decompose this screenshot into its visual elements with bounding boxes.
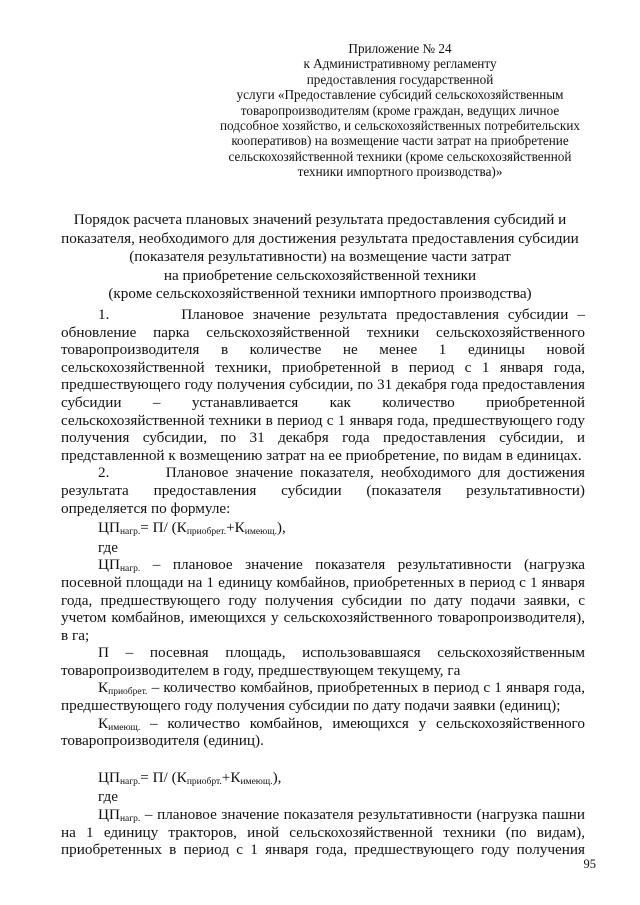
appendix-line: Приложение № 24 — [348, 41, 452, 56]
definition-text: – количество комбайнов, приобретенных в период с 1 января года, предшествующего году получения субсидии по дату подачи заявки (единиц); — [61, 679, 585, 715]
formula-text: ), — [272, 768, 282, 786]
definition-text: – плановое значение показателя результативности (нагрузка пашни на 1 единицу тракторов, иной сельскохозяйственной техники (по видам), приобретенных в период с 1 января года, предшествующего году получения — [61, 806, 585, 859]
formula-symbol-cp: ЦП — [98, 519, 120, 537]
title-line: (показателя результативности) на возмещение части затрат — [129, 248, 511, 266]
formula-1 — [61, 519, 585, 537]
formula-text: ), — [276, 519, 286, 537]
definition-cp-2 — [61, 806, 585, 859]
appendix-line: кооперативов) на возмещение части затрат на приобретение — [231, 133, 569, 149]
formula-text: +К — [221, 768, 241, 786]
definition-symbol: ЦП — [98, 556, 120, 574]
paragraph-2: 2. Плановое значение показателя, необходимого для достижения результата предоставления субсидии (показателя результативности) определяется по формуле: — [61, 464, 585, 517]
paragraph-1: 1. Плановое значение результата предоставления субсидии – обновление парка сельскохозяйственной техники сельскохозяйственного товаропроизводителя в количестве не менее 1 единицы новой сельскохозяйственной техники, приобретенной в период с 1 января года, предшествующего году получения субсидии, по 31 декабря года предоставления субсидии – устанавливается как количество приобретенной сельскохозяйственной техники в период с 1 января года, предшествующего году получения субсидии, по 31 декабря года предоставления субсидии, и представленной к возмещению затрат на ее приобретение, по видам в единицах. — [61, 306, 585, 464]
formula-text: = П/ (К — [140, 768, 187, 786]
document-body — [61, 306, 585, 859]
title-line: на приобретение сельскохозяйственной техники — [163, 266, 477, 284]
page-number: 95 — [583, 857, 596, 871]
definition-symbol: К — [98, 714, 109, 732]
formula-2 — [61, 769, 585, 787]
formula-text: +К — [226, 519, 245, 537]
formula-subscript: имеющ. — [244, 527, 277, 538]
title-line: (кроме сельскохозяйственной техники импортного производства) — [108, 285, 532, 303]
appendix-line: к Административному регламенту — [303, 56, 497, 72]
appendix-line: услуги «Предоставление субсидий сельскохозяйственным — [236, 87, 564, 103]
appendix-line: сельскохозяйственной техники (кроме сельскохозяйственной — [228, 148, 572, 164]
definition-k-existing — [61, 715, 585, 750]
where-label: где — [98, 538, 118, 556]
definition-cp-1 — [61, 556, 585, 644]
formula-subscript: приобрет. — [186, 527, 227, 538]
formula-subscript: нагр. — [119, 776, 141, 787]
definition-symbol: ЦП — [98, 806, 120, 824]
definition-p: П – посевная площадь, использовавшаяся сельскохозяйственным товаропроизводителем в году, предшествующем текущему, га — [61, 644, 585, 679]
appendix-line: предоставления государственной — [306, 71, 494, 87]
formula-text: = П/ (К — [140, 519, 187, 537]
where-label: где — [98, 788, 118, 806]
appendix-header — [200, 41, 600, 180]
definition-subscript: нагр. — [119, 564, 141, 575]
spacer — [61, 750, 585, 767]
definition-text: – плановое значение показателя результативности (нагрузка посевной площади на 1 единицу комбайнов, приобретенных в период с 1 января года, предшествующего году получения субсидии по дату подачи заявки, с учетом комбайнов, имеющихся у сельскохозяйственного товаропроизводителя), в га; — [61, 556, 585, 644]
definition-subscript: нагр. — [119, 814, 141, 825]
definition-symbol: К — [98, 679, 109, 697]
definition-subscript: приобрет. — [108, 687, 148, 698]
definition-k-acquired — [61, 679, 585, 714]
appendix-line: подсобное хозяйство, и сельскохозяйственных потребительских — [220, 118, 580, 134]
formula-subscript: имеющ. — [240, 776, 273, 787]
formula-subscript: нагр. — [119, 527, 141, 538]
appendix-line: товаропроизводителям (кроме граждан, ведущих личное — [240, 102, 560, 118]
definition-text: – количество комбайнов, имеющихся у сельскохозяйственного товаропроизводителя (единиц). — [61, 714, 585, 750]
document-title — [40, 211, 600, 304]
formula-subscript: приобрт. — [186, 776, 222, 787]
definition-subscript: имеющ. — [108, 722, 141, 733]
title-line: показателя, необходимого для достижения результата предоставления субсидии — [61, 229, 579, 247]
appendix-line: техники импортного производства)» — [297, 164, 503, 180]
title-line: Порядок расчета плановых значений результата предоставления субсидий и — [73, 211, 567, 228]
formula-symbol-cp: ЦП — [98, 768, 120, 786]
